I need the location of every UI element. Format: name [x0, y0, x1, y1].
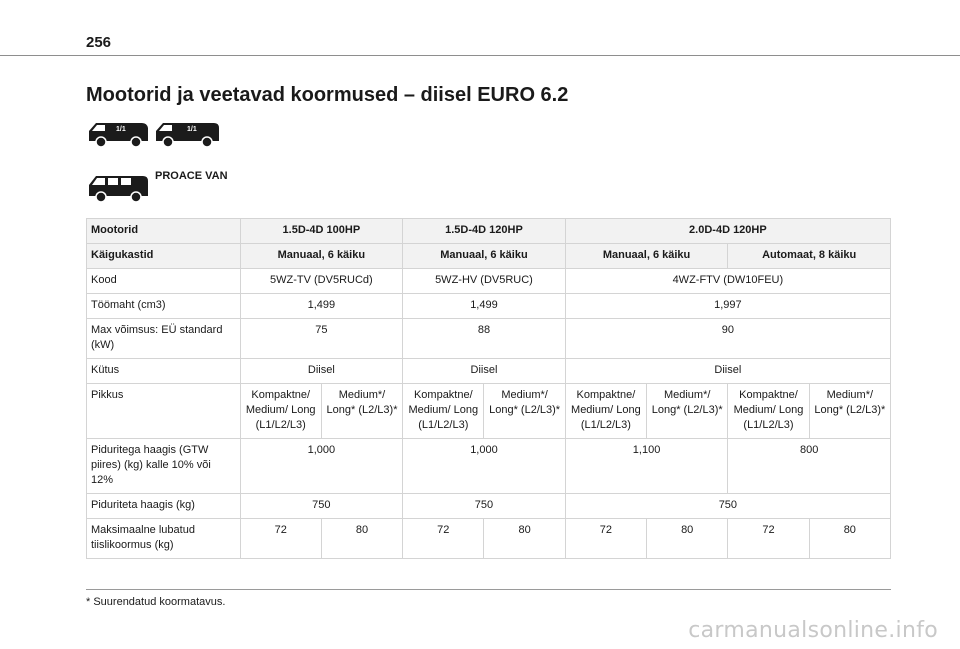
- row-label: Max võimsus: EÜ standard (kW): [87, 319, 241, 359]
- table-cell: 72: [240, 519, 321, 559]
- table-row-displacement: [87, 294, 891, 319]
- row-label: Kood: [87, 269, 241, 294]
- table-cell: 1,100: [565, 439, 728, 494]
- table-cell: 750: [240, 494, 403, 519]
- van-crew-icon: [86, 172, 150, 202]
- footnote-divider: [86, 589, 891, 590]
- table-row-max-payload: [87, 519, 891, 559]
- footnote: * Suurendatud koormatavus.: [86, 596, 226, 608]
- table-cell: Kompaktne/ Medium/ Long (L1/L2/L3): [240, 384, 321, 439]
- table-cell: 5WZ-TV (DV5RUCd): [240, 269, 403, 294]
- row-label: Piduriteta haagis (kg): [87, 494, 241, 519]
- table-cell: 1.5D-4D 120HP: [403, 219, 566, 244]
- row-label: Mootorid: [87, 219, 241, 244]
- table-cell: 72: [403, 519, 484, 559]
- table-cell: Medium*/ Long* (L2/L3)*: [647, 384, 728, 439]
- table-cell: Kompaktne/ Medium/ Long (L1/L2/L3): [728, 384, 809, 439]
- table-cell: 1.5D-4D 100HP: [240, 219, 403, 244]
- table-cell: 1,499: [240, 294, 403, 319]
- page-title: Mootorid ja veetavad koormused – diisel EURO 6.2: [86, 84, 569, 106]
- table-cell: Diisel: [403, 359, 566, 384]
- table-cell: 2.0D-4D 120HP: [565, 219, 890, 244]
- header-divider: [0, 55, 960, 56]
- table-cell: Medium*/ Long* (L2/L3)*: [484, 384, 565, 439]
- table-cell: 1,499: [403, 294, 566, 319]
- table-cell: 75: [240, 319, 403, 359]
- table-row-unbraked-towing: [87, 494, 891, 519]
- engine-spec-table: [86, 218, 891, 559]
- table-row-braked-towing: [87, 439, 891, 494]
- table-cell: Manuaal, 6 käiku: [403, 244, 566, 269]
- table-cell: 80: [809, 519, 890, 559]
- row-label: Piduritega haagis (GTW piires) (kg) kalle 10% või 12%: [87, 439, 241, 494]
- row-label: Kütus: [87, 359, 241, 384]
- model-label: PROACE VAN: [155, 170, 228, 182]
- table-cell: Manuaal, 6 käiku: [240, 244, 403, 269]
- table-cell: Kompaktne/ Medium/ Long (L1/L2/L3): [565, 384, 646, 439]
- table-cell: 750: [565, 494, 890, 519]
- table-row-power: [87, 319, 891, 359]
- table-cell: Automaat, 8 käiku: [728, 244, 891, 269]
- table-cell: Medium*/ Long* (L2/L3)*: [321, 384, 402, 439]
- table-cell: 5WZ-HV (DV5RUC): [403, 269, 566, 294]
- van-long-icon: [153, 119, 221, 147]
- svg-text:1/1: 1/1: [116, 126, 126, 133]
- table-cell: 800: [728, 439, 891, 494]
- table-cell: Diisel: [565, 359, 890, 384]
- row-label: Pikkus: [87, 384, 241, 439]
- table-cell: 1,000: [403, 439, 566, 494]
- table-cell: Kompaktne/ Medium/ Long (L1/L2/L3): [403, 384, 484, 439]
- table-row-code: [87, 269, 891, 294]
- row-label: Käigukastid: [87, 244, 241, 269]
- table-cell: 88: [403, 319, 566, 359]
- table-cell: 72: [728, 519, 809, 559]
- table-cell: 750: [403, 494, 566, 519]
- van-short-icon: [86, 119, 150, 147]
- table-cell: 1,997: [565, 294, 890, 319]
- table-cell: 80: [484, 519, 565, 559]
- table-cell: 1,000: [240, 439, 403, 494]
- table-row-gearbox: [87, 244, 891, 269]
- table-cell: 90: [565, 319, 890, 359]
- table-cell: 80: [321, 519, 402, 559]
- table-cell: Medium*/ Long* (L2/L3)*: [809, 384, 890, 439]
- svg-text:1/1: 1/1: [187, 126, 197, 133]
- table-row-fuel: [87, 359, 891, 384]
- watermark: carmanualsonline.info: [688, 618, 938, 643]
- table-cell: Manuaal, 6 käiku: [565, 244, 728, 269]
- row-label: Maksimaalne lubatud tiislikoormus (kg): [87, 519, 241, 559]
- table-cell: 4WZ-FTV (DW10FEU): [565, 269, 890, 294]
- table-row-length: [87, 384, 891, 439]
- table-cell: 80: [647, 519, 728, 559]
- page-number: 256: [86, 34, 112, 51]
- table-cell: Diisel: [240, 359, 403, 384]
- table-cell: 72: [565, 519, 646, 559]
- row-label: Töömaht (cm3): [87, 294, 241, 319]
- table-row-engine: [87, 219, 891, 244]
